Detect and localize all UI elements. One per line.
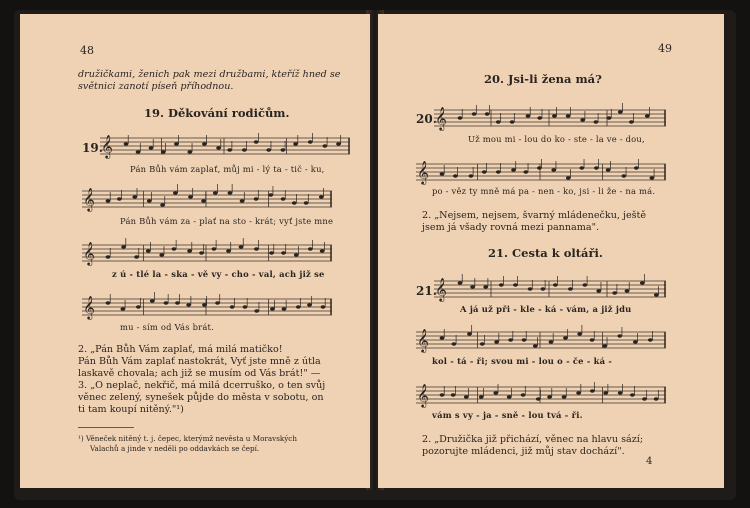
svg-text:𝄞: 𝄞 bbox=[417, 160, 429, 184]
lyric-line: Pán Bůh vám zaplať, můj mi - lý ta - tič - ku, bbox=[130, 164, 325, 174]
lyric-line: kol - tá - ři; svou mi - lou o - če - ká - bbox=[432, 356, 613, 366]
svg-text:𝄞: 𝄞 bbox=[101, 134, 113, 158]
svg-text:𝄞: 𝄞 bbox=[435, 277, 447, 301]
verse-line: ti tam koupí nitěný."¹) bbox=[78, 404, 184, 415]
lyric-line: mu - sím od Vás brát. bbox=[120, 322, 214, 332]
verse-line: věnec zelený, synešek půjde do města v sobotu, on bbox=[78, 392, 324, 403]
svg-text:𝄞: 𝄞 bbox=[83, 241, 95, 265]
page-number: 49 bbox=[658, 42, 672, 55]
song-title: 19. Děkování rodičům. bbox=[144, 106, 290, 120]
footnote-line: Valachů a jinde v neděli po oddavkách se čepí. bbox=[90, 444, 260, 453]
music-staff bbox=[434, 108, 666, 130]
svg-text:𝄞: 𝄞 bbox=[417, 328, 429, 352]
footnote-line: ¹) Věneček nitěný t. j. čepec, kterýmž nevěsta u Moravských bbox=[78, 434, 297, 443]
verse-line: Pán Bůh Vám zaplať nastokrát, Vyť jste mně z útla bbox=[78, 356, 321, 367]
verse-line: 2. „Pán Bůh Vám zaplať, má milá matičko! bbox=[78, 344, 283, 355]
music-staff bbox=[416, 385, 666, 407]
verse-line: laskavě chovala; ach již se musím od Vás brát!" — bbox=[78, 368, 321, 379]
page-number: 48 bbox=[80, 44, 94, 57]
lyric-line: z ú - tlé la - ska - vě vy - cho - val, ach již se bbox=[112, 269, 325, 279]
intro-text-line: družičkami, ženich pak mezi družbami, kteříž hned se bbox=[78, 69, 341, 80]
music-staff bbox=[82, 243, 332, 265]
verse-line: 2. „Nejsem, nejsem, švarný mládenečku, ještě bbox=[422, 210, 647, 221]
footnote-rule bbox=[78, 427, 134, 428]
lyric-line: Pán Bůh vám za - plať na sto - krát; vyť jste mne bbox=[120, 216, 334, 226]
verse-line: jsem já všady rovná mezi pannama". bbox=[422, 222, 600, 233]
lyric-line: Už mou mi - lou do ko - ste - la ve - dou, bbox=[468, 134, 645, 144]
right-page bbox=[378, 14, 724, 488]
music-staff bbox=[82, 189, 332, 211]
song-title: 21. Cesta k oltáři. bbox=[488, 246, 603, 260]
song-number: 21. bbox=[416, 284, 437, 298]
verse-line: pozorujte mládenci, již můj stav dochází". bbox=[422, 446, 625, 457]
music-staff bbox=[100, 136, 350, 158]
lyric-line: A já už při - kle - ká - vám, a již jdu bbox=[460, 304, 632, 314]
svg-text:𝄞: 𝄞 bbox=[417, 383, 429, 407]
music-staff bbox=[416, 330, 666, 352]
left-page bbox=[20, 14, 370, 488]
intro-text-line: světnici zanotí píseň příhodnou. bbox=[78, 81, 234, 92]
song-number: 19. bbox=[82, 141, 103, 155]
music-staff bbox=[416, 162, 666, 184]
signature-mark: 4 bbox=[646, 456, 653, 467]
music-staff bbox=[434, 279, 666, 301]
svg-text:𝄞: 𝄞 bbox=[435, 106, 447, 130]
lyric-line: po - věz ty mně má pa - nen - ko, jsi - li že - na má. bbox=[432, 186, 656, 196]
lyric-line: vám s vy - ja - sně - lou tvá - ři. bbox=[432, 410, 583, 420]
song-number: 20. bbox=[416, 112, 437, 126]
svg-text:𝄞: 𝄞 bbox=[83, 187, 95, 211]
music-staff bbox=[82, 297, 332, 319]
verse-line: 2. „Družička již přichází, věnec na hlavu sází; bbox=[422, 434, 644, 445]
verse-line: 3. „O neplač, nekřič, má milá dcerruško, o ten svůj bbox=[78, 380, 326, 391]
song-title: 20. Jsi-li žena má? bbox=[484, 72, 602, 86]
svg-text:𝄞: 𝄞 bbox=[83, 295, 95, 319]
